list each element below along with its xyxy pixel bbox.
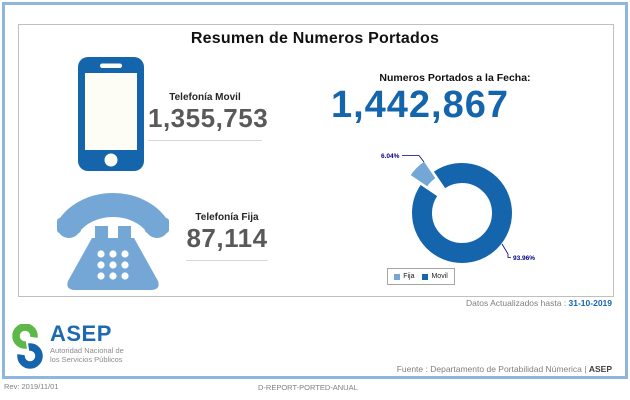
- fixed-stat: [186, 212, 268, 261]
- smartphone-icon: [78, 57, 144, 171]
- movil-callout-line: [502, 244, 511, 258]
- legend-movil-label: Movil: [431, 273, 448, 280]
- footer-document-id: D-REPORT-PORTED-ANUAL: [258, 383, 358, 392]
- movil-swatch-icon: [422, 274, 428, 280]
- donut-movil-arc: [422, 173, 502, 253]
- asep-swirl-icon: [12, 324, 44, 370]
- updated-prefix: Datos Actualizados hasta :: [465, 298, 569, 308]
- updated-date-line: [466, 298, 612, 308]
- donut-chart: [378, 143, 548, 265]
- asep-logo-text: [50, 321, 124, 364]
- legend-item-movil: [422, 273, 447, 280]
- fija-swatch-icon: [394, 274, 400, 280]
- legend-fija-label: Fija: [403, 273, 415, 280]
- asep-logo: [12, 321, 124, 370]
- fixed-stat-value: 87,114: [186, 223, 268, 261]
- asep-logo-name: ASEP: [50, 321, 112, 346]
- source-org: ASEP: [588, 364, 612, 374]
- asep-tagline: [50, 347, 124, 364]
- landline-phone-icon: [55, 190, 171, 293]
- fija-percent-label: 6.04%: [381, 153, 400, 160]
- fija-callout-line: [402, 156, 424, 163]
- donut-fija-slice: [419, 170, 430, 181]
- movil-percent-label: 93.96%: [513, 255, 536, 262]
- page-title: Resumen de Numeros Portados: [190, 30, 440, 47]
- footer-revision: Rev: 2019/11/01: [4, 382, 59, 391]
- total-label: Numeros Portados a la Fecha:: [379, 72, 531, 84]
- updated-date: 31-10-2019: [568, 298, 612, 308]
- mobile-stat-label: Telefonía Movil: [169, 92, 241, 103]
- mobile-stat: [148, 92, 269, 141]
- asep-tagline-line1: Autoridad Nacional de: [50, 346, 124, 355]
- fixed-stat-label: Telefonía Fija: [195, 212, 259, 223]
- chart-legend: [387, 268, 455, 285]
- source-line: [397, 364, 612, 374]
- legend-item-fija: [394, 273, 414, 280]
- total-value: 1,442,867: [330, 84, 510, 126]
- asep-tagline-line2: los Servicios Públicos: [50, 354, 123, 364]
- source-prefix: Fuente : Departamento de Portabilidad Númerica |: [396, 364, 589, 374]
- mobile-stat-value: 1,355,753: [148, 103, 262, 141]
